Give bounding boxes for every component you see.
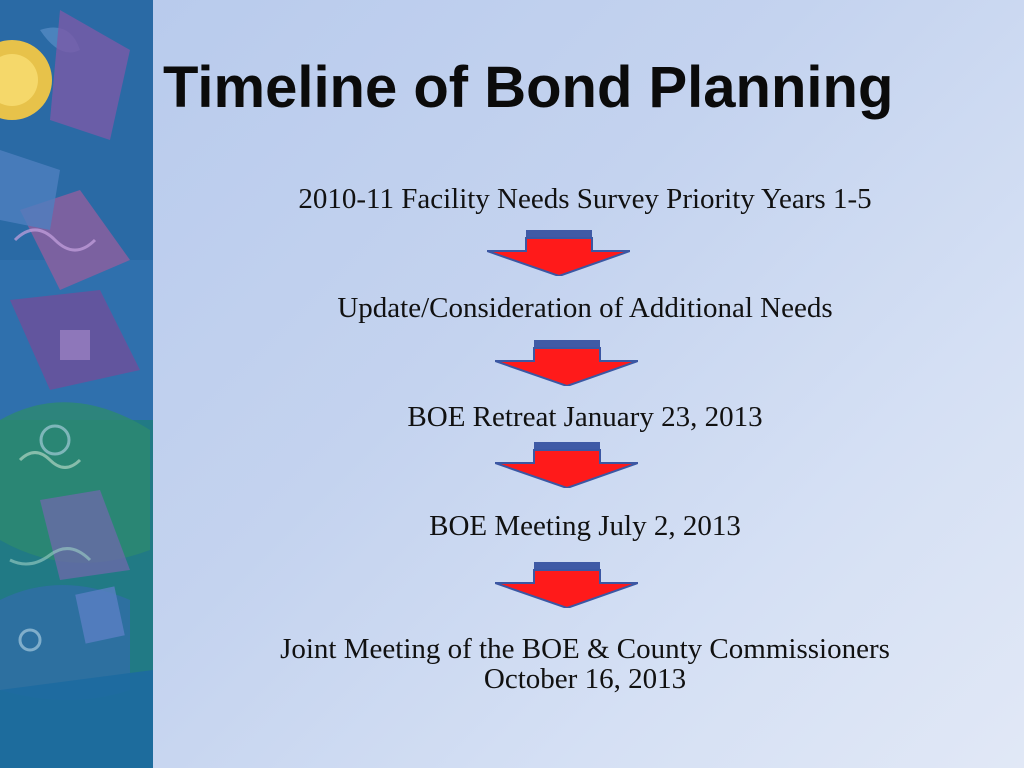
down-arrow-icon [495, 562, 638, 608]
down-arrow-icon [495, 340, 638, 386]
timeline-step-facility-survey: 2010-11 Facility Needs Survey Priority Years 1-5 [298, 183, 872, 215]
decorative-side-artwork [0, 0, 153, 768]
timeline-step-joint-meeting [185, 634, 985, 694]
down-arrow-icon [487, 230, 630, 276]
down-arrow-icon [495, 442, 638, 488]
joint-meeting-date: October 16, 2013 [483, 663, 687, 695]
slide-title: Timeline of Bond Planning [163, 55, 894, 120]
joint-meeting-title: Joint Meeting of the BOE & County Commissioners [280, 633, 890, 665]
timeline-step-additional-needs: Update/Consideration of Additional Needs [337, 292, 833, 324]
timeline-step-boe-meeting: BOE Meeting July 2, 2013 [429, 510, 741, 542]
timeline-step-boe-retreat: BOE Retreat January 23, 2013 [407, 401, 763, 433]
